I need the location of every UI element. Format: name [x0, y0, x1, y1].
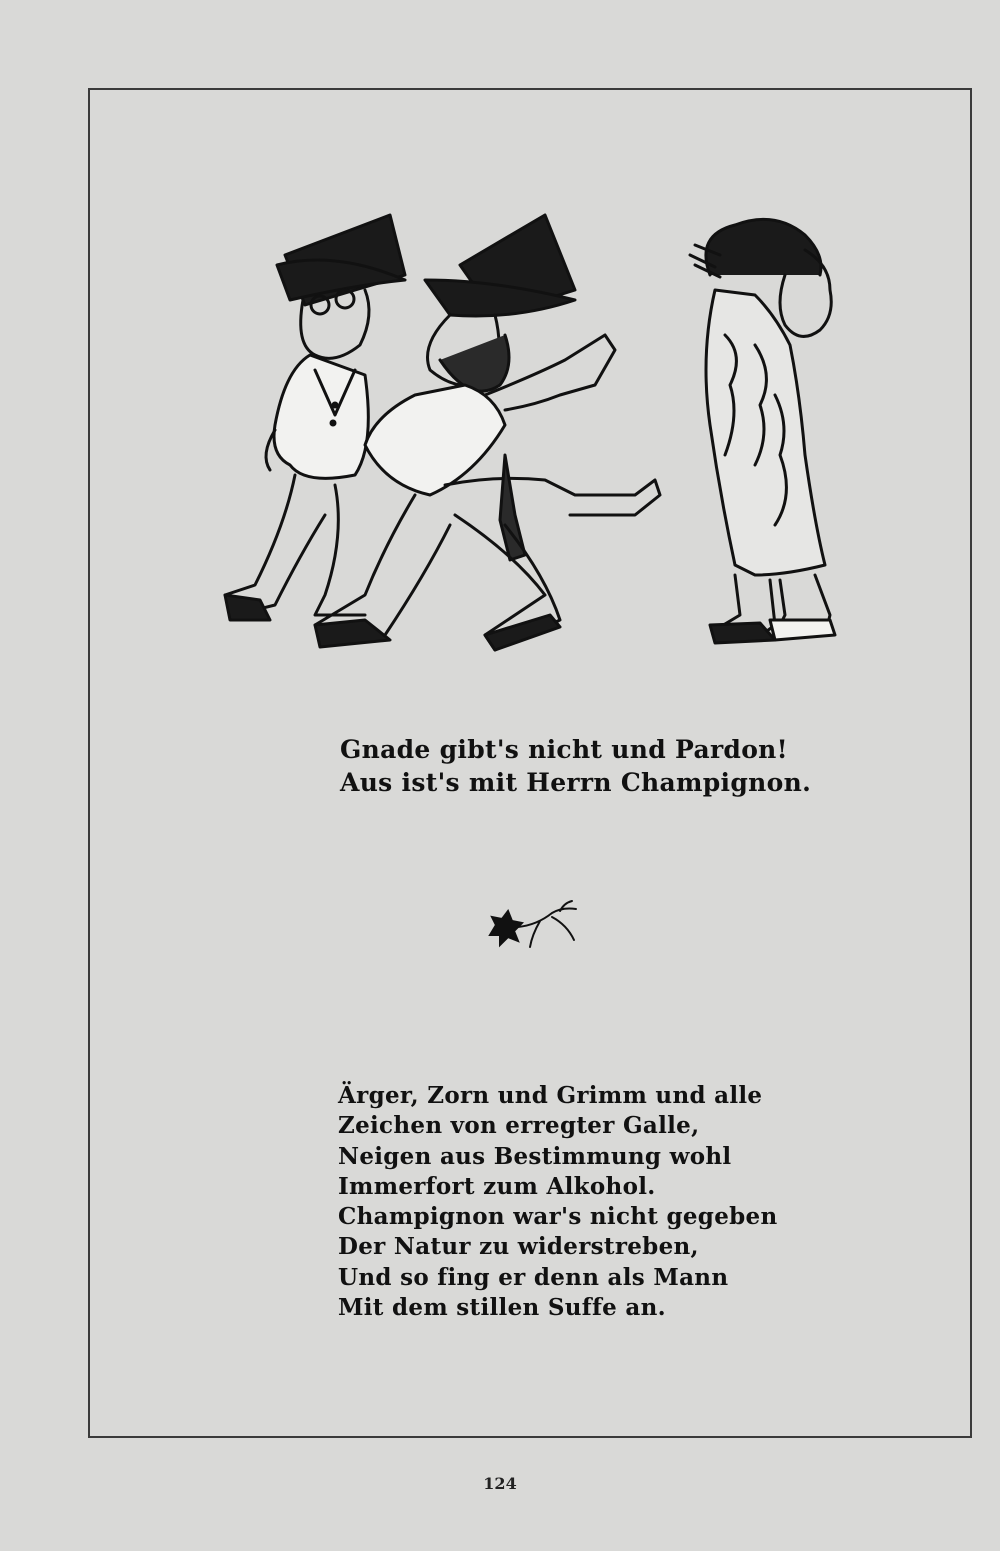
verse-line: Der Natur zu widerstreben,: [338, 1233, 699, 1261]
verse-stanza: [338, 1081, 778, 1323]
caption-line: Gnade gibt's nicht und Pardon!: [340, 735, 788, 764]
verse-line: Immerfort zum Alkohol.: [338, 1172, 656, 1200]
verse-line: Mit dem stillen Suffe an.: [338, 1294, 666, 1322]
caricature-figures-illustration: [215, 195, 865, 665]
caption-couplet: [340, 733, 812, 799]
caption-line: Aus ist's mit Herrn Champignon.: [340, 768, 812, 797]
verse-line: Zeichen von erregter Galle,: [338, 1112, 700, 1140]
verse-line: Champignon war's nicht gegeben: [338, 1203, 778, 1231]
verse-line: Ärger, Zorn und Grimm und alle: [338, 1082, 763, 1109]
page-number: 124: [483, 1474, 517, 1493]
carnation-flower-icon: [482, 895, 582, 955]
verse-line: Neigen aus Bestimmung wohl: [338, 1142, 732, 1170]
verse-line: Und so fing er denn als Mann: [338, 1263, 729, 1291]
